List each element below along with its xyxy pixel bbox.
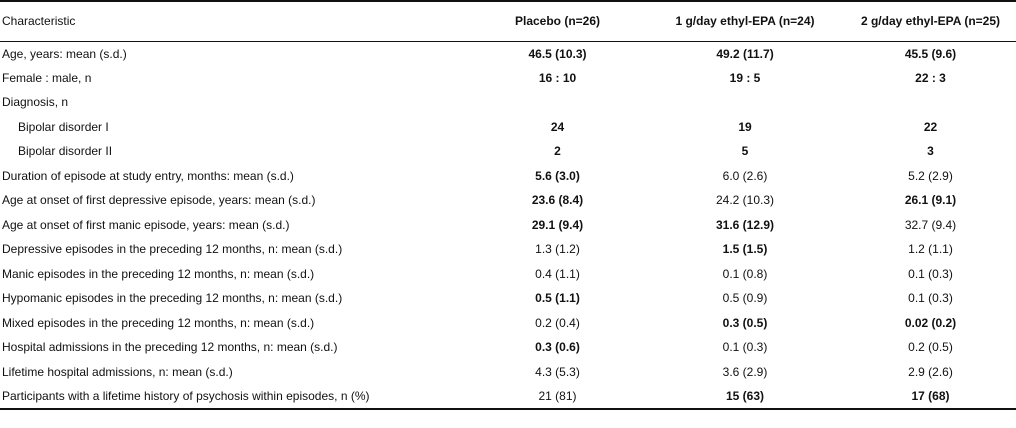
row-label: Bipolar disorder I (18, 119, 109, 134)
epa1-value: 6.0 (2.6) (722, 168, 768, 183)
placebo-value: 0.4 (1.1) (535, 266, 580, 281)
placebo-value: 29.1 (9.4) (531, 217, 584, 232)
epa1-value: 3.6 (2.9) (722, 364, 768, 379)
table-row (0, 188, 1016, 213)
table-row (0, 384, 1016, 409)
epa2-value: 45.5 (9.6) (904, 46, 957, 61)
epa2-value: 22 : 3 (915, 70, 946, 85)
epa1-value: 0.1 (0.8) (722, 266, 768, 281)
epa1-value: 0.1 (0.3) (722, 340, 768, 355)
epa1-value (645, 90, 845, 115)
placebo-value: 0.5 (1.1) (535, 291, 580, 306)
row-label: Mixed episodes in the preceding 12 months, n: mean (s.d.) (2, 315, 315, 330)
table-row (0, 335, 1016, 360)
epa1-value: 0.5 (0.9) (722, 291, 768, 306)
row-label: Hypomanic episodes in the preceding 12 months, n: mean (s.d.) (2, 291, 343, 306)
epa2-value (845, 90, 1016, 115)
table-row (0, 115, 1016, 140)
table-row (0, 66, 1016, 91)
header-characteristic: Characteristic (0, 1, 470, 41)
epa2-value: 5.2 (2.9) (908, 168, 953, 183)
header-epa-1g: 1 g/day ethyl-EPA (n=24) (645, 1, 845, 41)
epa2-value: 0.1 (0.3) (908, 291, 953, 306)
row-label: Hospital admissions in the preceding 12 months, n: mean (s.d.) (2, 340, 338, 355)
placebo-value: 4.3 (5.3) (535, 364, 580, 379)
row-label: Participants with a lifetime history of psychosis within episodes, n (%) (0, 384, 470, 409)
placebo-value: 5.6 (3.0) (535, 168, 580, 183)
placebo-value: 46.5 (10.3) (528, 46, 587, 61)
epa2-value: 26.1 (9.1) (904, 193, 957, 208)
epa1-value: 5 (741, 144, 749, 159)
row-label: Lifetime hospital admissions, n: mean (s.d.) (2, 364, 233, 379)
epa1-value: 19 : 5 (729, 70, 761, 85)
header-placebo: Placebo (n=26) (470, 1, 645, 41)
epa1-value: 1.5 (1.5) (722, 242, 768, 257)
placebo-value: 1.3 (1.2) (535, 242, 580, 257)
placebo-value: 16 : 10 (538, 70, 577, 85)
epa2-value: 0.2 (0.5) (908, 340, 953, 355)
placebo-value: 2 (554, 144, 561, 159)
table-row (0, 139, 1016, 164)
row-label: Depressive episodes in the preceding 12 months, n: mean (s.d.) (2, 242, 343, 257)
epa1-value: 0.3 (0.5) (722, 315, 768, 330)
placebo-value: 0.2 (0.4) (535, 315, 580, 330)
row-label: Age at onset of first manic episode, years: mean (s.d.) (2, 217, 290, 232)
table-row (0, 360, 1016, 385)
epa1-value: 24.2 (10.3) (715, 193, 775, 208)
table-row (0, 311, 1016, 336)
epa1-value: 49.2 (11.7) (716, 46, 774, 61)
epa2-value: 0.1 (0.3) (908, 266, 953, 281)
table-row (0, 213, 1016, 238)
epa2-value: 0.02 (0.2) (904, 315, 957, 330)
epa2-value: 2.9 (2.6) (908, 364, 953, 379)
row-label: Diagnosis, n (2, 95, 69, 110)
row-label: Age at onset of first depressive episode, years: mean (s.d.) (2, 193, 316, 208)
epa2-value: 1.2 (1.1) (908, 242, 953, 257)
table-row (0, 41, 1016, 66)
epa1-value: 19 (738, 119, 752, 134)
epa1-value: 31.6 (12.9) (715, 217, 775, 232)
placebo-value: 24 (550, 119, 565, 134)
row-label: Manic episodes in the preceding 12 months, n: mean (s.d.) (2, 266, 315, 281)
table-header-row (0, 1, 1016, 41)
placebo-value (470, 90, 645, 115)
placebo-value: 0.3 (0.6) (535, 340, 580, 355)
epa2-value: 32.7 (9.4) (904, 217, 957, 232)
row-label: Bipolar disorder II (18, 144, 113, 159)
placebo-value: 23.6 (8.4) (531, 193, 584, 208)
table-row (0, 164, 1016, 189)
epa1-value: 15 (63) (645, 384, 845, 409)
table-row (0, 237, 1016, 262)
table-row (0, 262, 1016, 287)
row-label: Female : male, n (2, 70, 92, 85)
placebo-value: 21 (81) (470, 384, 645, 409)
header-epa-2g: 2 g/day ethyl-EPA (n=25) (845, 1, 1016, 41)
row-label: Age, years: mean (s.d.) (2, 46, 127, 61)
row-label: Duration of episode at study entry, months: mean (s.d.) (2, 168, 294, 183)
table-row (0, 90, 1016, 115)
epa2-value: 3 (927, 144, 934, 159)
epa2-value: 22 (923, 119, 938, 134)
table-row (0, 286, 1016, 311)
epa2-value: 17 (68) (845, 384, 1016, 409)
